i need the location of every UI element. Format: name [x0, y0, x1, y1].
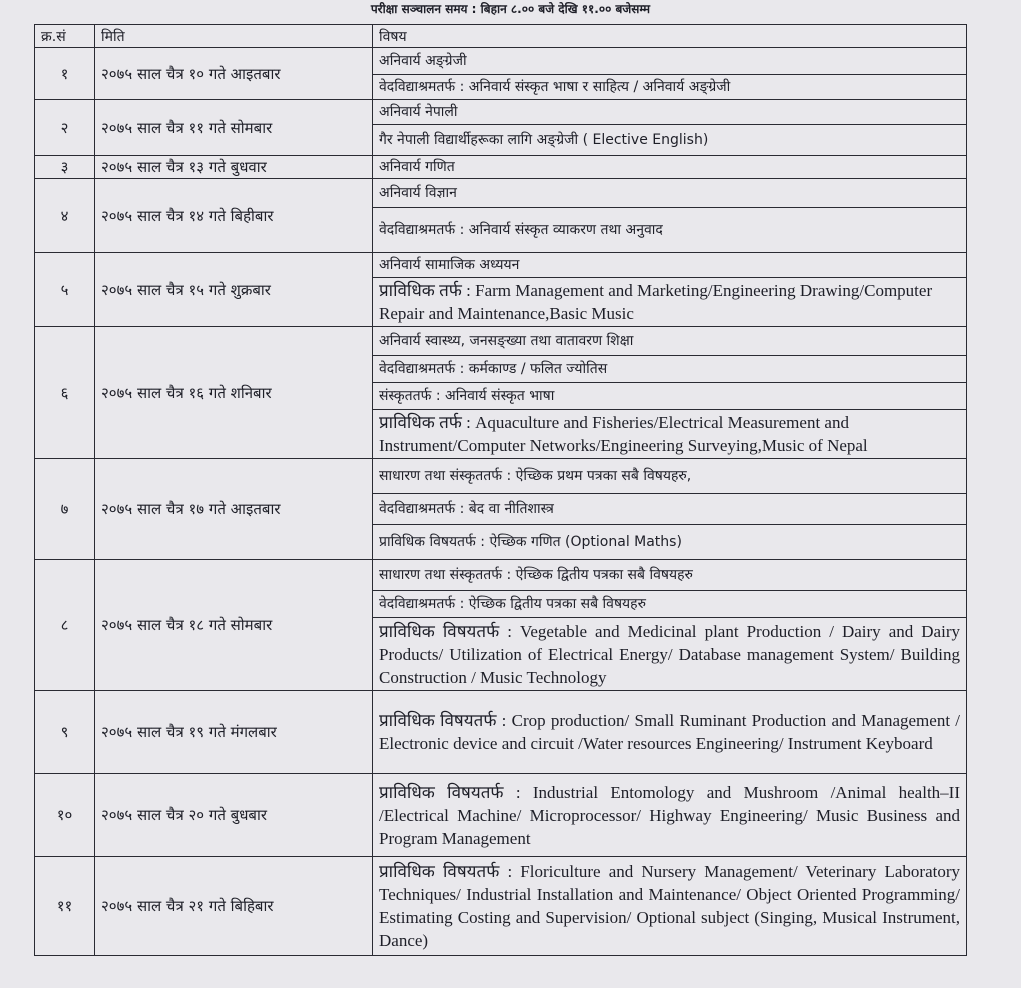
row-date: २०७५ साल चैत्र २० गते बुधबार [95, 774, 373, 857]
row-date: २०७५ साल चैत्र १४ गते बिहीबार [95, 179, 373, 253]
table-row [35, 179, 967, 208]
table-row [35, 253, 967, 278]
table-row [35, 327, 967, 356]
subject-cell: अनिवार्य स्वास्थ्य, जनसङ्ख्या तथा वातावरण शिक्षा [373, 327, 967, 356]
table-row [35, 100, 967, 125]
row-sn: १० [35, 774, 95, 857]
subject-cell: प्राविधिक तर्फ : Farm Management and Marketing/Engineering Drawing/Computer Repair and Maintenance,Basic Music [373, 278, 967, 327]
subject-cell: अनिवार्य नेपाली [373, 100, 967, 125]
table-row [35, 459, 967, 494]
row-sn: ११ [35, 857, 95, 956]
subject-cell: वेदविद्याश्रमतर्फ : ऐच्छिक द्वितीय पत्रका सबै विषयहरु [373, 591, 967, 618]
subject-cell: प्राविधिक विषयतर्फ : ऐच्छिक गणित (Optional Maths) [373, 525, 967, 560]
row-date: २०७५ साल चैत्र १९ गते मंगलबार [95, 691, 373, 774]
col-header-sn: क्र.सं [35, 25, 95, 48]
table-row [35, 156, 967, 179]
row-sn: ९ [35, 691, 95, 774]
subject-cell: वेदविद्याश्रमतर्फ : बेद वा नीतिशास्त्र [373, 494, 967, 525]
subject-cell: प्राविधिक विषयतर्फ : Crop production/ Small Ruminant Production and Management / Electronic device and circuit /Water resources Engineering/ Instrument Keyboard [373, 691, 967, 774]
table-row [35, 691, 967, 774]
subject-cell: वेदविद्याश्रमतर्फ : कर्मकाण्ड / फलित ज्योतिस [373, 356, 967, 383]
subject-cell: अनिवार्य विज्ञान [373, 179, 967, 208]
subject-cell: वेदविद्याश्रमतर्फ : अनिवार्य संस्कृत व्याकरण तथा अनुवाद [373, 208, 967, 253]
row-date: २०७५ साल चैत्र १३ गते बुधवार [95, 156, 373, 179]
subject-cell: प्राविधिक विषयतर्फ : Vegetable and Medicinal plant Production / Dairy and Dairy Products/ Utilization of Electrical Energy/ Database management System/ Building Construction / Music Technology [373, 618, 967, 691]
subject-cell: वेदविद्याश्रमतर्फ : अनिवार्य संस्कृत भाषा र साहित्य / अनिवार्य अङ्ग्रेजी [373, 75, 967, 100]
row-sn: ४ [35, 179, 95, 253]
row-date: २०७५ साल चैत्र १७ गते आइतबार [95, 459, 373, 560]
row-sn: ३ [35, 156, 95, 179]
row-sn: ७ [35, 459, 95, 560]
subject-cell: साधारण तथा संस्कृततर्फ : ऐच्छिक प्रथम पत्रका सबै विषयहरु, [373, 459, 967, 494]
col-header-date: मिति [95, 25, 373, 48]
subject-cell: संस्कृततर्फ : अनिवार्य संस्कृत भाषा [373, 383, 967, 410]
subject-cell: साधारण तथा संस्कृततर्फ : ऐच्छिक द्वितीय पत्रका सबै विषयहरु [373, 560, 967, 591]
subject-cell: गैर नेपाली विद्यार्थीहरूका लागि अङ्ग्रेजी ( Elective English) [373, 125, 967, 156]
row-date: २०७५ साल चैत्र १० गते आइतबार [95, 48, 373, 100]
row-sn: २ [35, 100, 95, 156]
row-date: २०७५ साल चैत्र २१ गते बिहिबार [95, 857, 373, 956]
table-row [35, 48, 967, 75]
subject-cell: अनिवार्य सामाजिक अध्ययन [373, 253, 967, 278]
subject-cell: प्राविधिक विषयतर्फ : Industrial Entomology and Mushroom /Animal health–II /Electrical Machine/ Microprocessor/ Highway Engineering/ Music Business and Program Management [373, 774, 967, 857]
row-sn: ६ [35, 327, 95, 459]
row-date: २०७५ साल चैत्र ११ गते सोमबार [95, 100, 373, 156]
row-sn: ५ [35, 253, 95, 327]
row-sn: ८ [35, 560, 95, 691]
exam-time-header: परीक्षा सञ्चालन समय : बिहान ८.०० बजे देखि ११.०० बजेसम्म [370, 2, 651, 16]
row-sn: १ [35, 48, 95, 100]
row-date: २०७५ साल चैत्र १५ गते शुक्रबार [95, 253, 373, 327]
subject-cell: अनिवार्य अङ्ग्रेजी [373, 48, 967, 75]
exam-schedule-table [34, 24, 967, 956]
subject-cell: अनिवार्य गणित [373, 156, 967, 179]
row-date: २०७५ साल चैत्र १८ गते सोमबार [95, 560, 373, 691]
table-row [35, 774, 967, 857]
subject-cell: प्राविधिक विषयतर्फ : Floriculture and Nursery Management/ Veterinary Laboratory Techniques/ Industrial Installation and Maintenance/ Object Oriented Programming/ Estimating Costing and Supervision/ Optional subject (Singing, Musical Instrument, Dance) [373, 857, 967, 956]
table-row [35, 857, 967, 956]
row-date: २०७५ साल चैत्र १६ गते शनिबार [95, 327, 373, 459]
col-header-subject: विषय [373, 25, 967, 48]
table-header-row [35, 25, 967, 48]
table-row [35, 560, 967, 591]
subject-cell: प्राविधिक तर्फ : Aquaculture and Fisheries/Electrical Measurement and Instrument/Computer Networks/Engineering Surveying,Music of Nepal [373, 410, 967, 459]
